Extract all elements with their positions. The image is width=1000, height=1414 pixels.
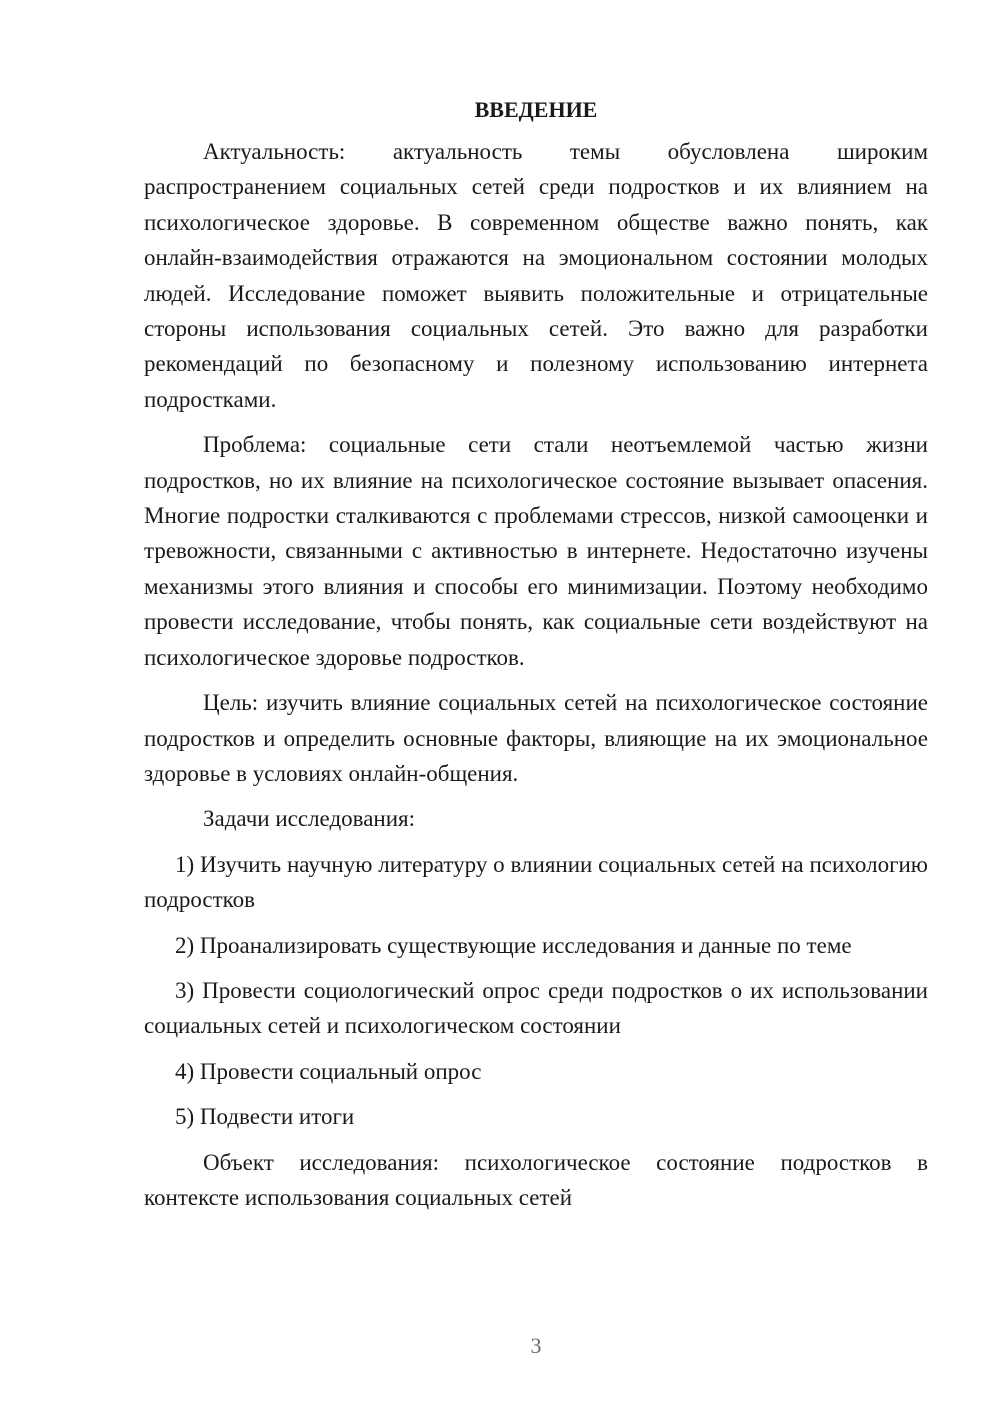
relevance-paragraph: Актуальность: актуальность темы обусловлена широким распространением социальных сетей среди подростков и их влиянием на психологическое здоровье. В современном обществе важно понять, как онлайн-взаимодействия отражаются на эмоциональном состоянии молодых людей. Исследование поможет выявить положительные и отрицательные стороны использования социальных сетей. Это важно для разработки рекомендаций по безопасному и полезному использованию интернета подростками. xyxy=(144,139,928,412)
task-item: 2) Проанализировать существующие исследования и данные по теме xyxy=(175,932,852,958)
page-number: 3 xyxy=(530,1333,542,1358)
tasks-heading: Задачи исследования: xyxy=(203,806,416,832)
task-item: 3) Провести социологический опрос среди подростков о их использовании социальных сетей и психологическом состоянии xyxy=(144,977,928,1039)
task-item: 4) Провести социальный опрос xyxy=(175,1058,482,1084)
task-item: 5) Подвести итоги xyxy=(175,1104,355,1130)
goal-paragraph: Цель: изучить влияние социальных сетей на психологическое состояние подростков и определить основные факторы, влияющие на их эмоциональное здоровье в условиях онлайн-общения. xyxy=(144,690,928,786)
page-title: ВВЕДЕНИЕ xyxy=(474,97,598,122)
task-item: 1) Изучить научную литературу о влиянии социальных сетей на психологию подростков xyxy=(144,851,928,913)
problem-paragraph: Проблема: социальные сети стали неотъемлемой частью жизни подростков, но их влияние на психологическое состояние вызывает опасения. Многие подростки сталкиваются с проблемами стрессов, низкой самооценки и тревожности, связанными с активностью в интернете. Недостаточно изучены механизмы этого влияния и способы его минимизации. Поэтому необходимо провести исследование, чтобы понять, как социальные сети воздействуют на психологическое здоровье подростков. xyxy=(144,432,928,670)
object-paragraph: Объект исследования: психологическое состояние подростков в контексте использования социальных сетей xyxy=(144,1149,928,1210)
page-body xyxy=(144,92,928,1225)
